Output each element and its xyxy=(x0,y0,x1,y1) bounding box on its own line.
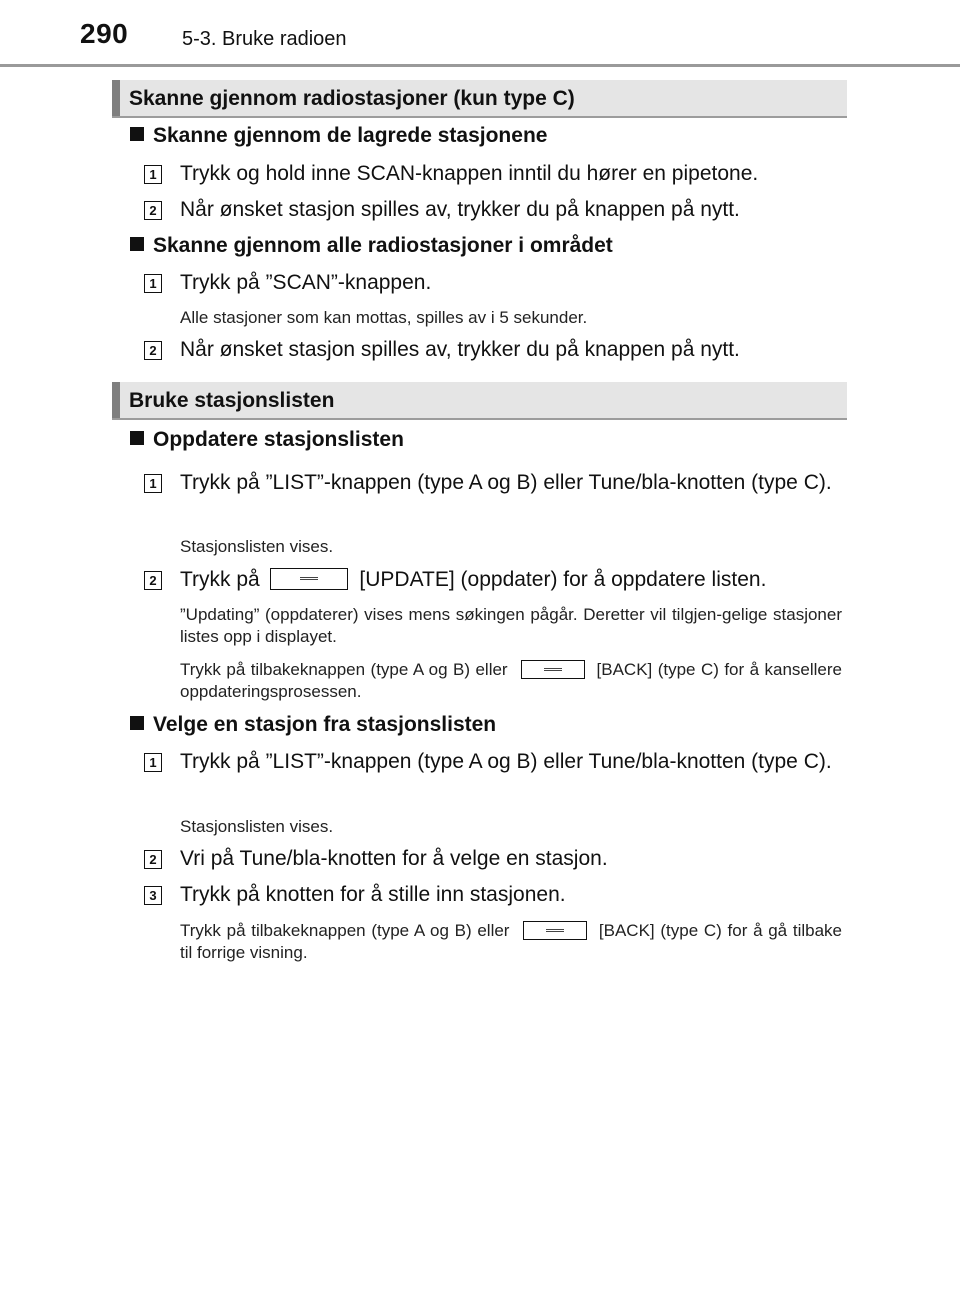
section-banner-scan xyxy=(112,80,847,118)
header-divider xyxy=(0,64,960,67)
step-text: Når ønsket stasjon spilles av, trykker du på knappen på nytt. xyxy=(180,338,740,361)
subheading-select-station xyxy=(130,713,496,737)
step-text: Trykk på ”LIST”-knappen (type A og B) eller Tune/bla-knotten (type C). xyxy=(180,471,832,494)
note-text-before: Trykk på tilbakeknappen (type A og B) eller xyxy=(180,921,510,940)
note-text-after: [BACK] (type C) for å gå tilbake til forrige visning. xyxy=(180,921,842,962)
step-note: Stasjonslisten vises. xyxy=(180,537,334,556)
step-number: 1 xyxy=(144,753,162,772)
step-number: 1 xyxy=(144,274,162,293)
banner-accent-bar xyxy=(112,80,120,116)
step-note: ”Updating” (oppdaterer) vises mens søkingen pågår. Deretter vil tilgjen-gelige stasjoner listes opp i displayet. xyxy=(180,605,842,646)
step-text-after: [UPDATE] (oppdater) for å oppdatere listen. xyxy=(359,568,767,591)
step-text: Trykk på ”LIST”-knappen (type A og B) eller Tune/bla-knotten (type C). xyxy=(180,750,832,773)
step-note: Stasjonslisten vises. xyxy=(180,817,334,836)
screen-button-icon xyxy=(521,660,585,679)
step-number: 1 xyxy=(144,474,162,493)
subheading-update-list xyxy=(130,428,404,452)
step-number: 2 xyxy=(144,850,162,869)
step-text: Vri på Tune/bla-knotten for å velge en stasjon. xyxy=(180,847,608,870)
step-number: 2 xyxy=(144,571,162,590)
step-note xyxy=(180,659,842,703)
step-text-before: Trykk på xyxy=(180,568,260,591)
step-number: 2 xyxy=(144,341,162,360)
square-bullet-icon xyxy=(130,237,144,251)
screen-button-icon xyxy=(270,568,348,590)
step-text: Når ønsket stasjon spilles av, trykker du på knappen på nytt. xyxy=(180,198,740,221)
subheading-scan-all xyxy=(130,234,613,258)
banner-title: Skanne gjennom radiostasjoner (kun type C) xyxy=(129,87,575,110)
step-note xyxy=(180,920,842,964)
subheading-text: Skanne gjennom alle radiostasjoner i området xyxy=(153,234,613,257)
banner-title: Bruke stasjonslisten xyxy=(129,389,335,412)
page-header xyxy=(0,0,960,70)
square-bullet-icon xyxy=(130,716,144,730)
note-text-before: Trykk på tilbakeknappen (type A og B) eller xyxy=(180,660,508,679)
step-number: 3 xyxy=(144,886,162,905)
square-bullet-icon xyxy=(130,431,144,445)
step-text xyxy=(180,565,842,595)
step-text: Trykk og hold inne SCAN-knappen inntil du hører en pipetone. xyxy=(180,162,759,185)
square-bullet-icon xyxy=(130,127,144,141)
step-number: 1 xyxy=(144,165,162,184)
subheading-text: Skanne gjennom de lagrede stasjonene xyxy=(153,124,548,147)
subheading-text: Oppdatere stasjonslisten xyxy=(153,428,404,451)
step-text: Trykk på knotten for å stille inn stasjonen. xyxy=(180,883,566,906)
step-note: Alle stasjoner som kan mottas, spilles av i 5 sekunder. xyxy=(180,308,588,327)
step-number: 2 xyxy=(144,201,162,220)
note-text-after: [BACK] (type C) for å kansellere oppdateringsprosessen. xyxy=(180,660,842,701)
section-title: 5-3. Bruke radioen xyxy=(182,28,347,50)
step-text: Trykk på ”SCAN”-knappen. xyxy=(180,271,432,294)
screen-button-icon xyxy=(523,921,587,940)
page-number: 290 xyxy=(80,18,129,49)
subheading-text: Velge en stasjon fra stasjonslisten xyxy=(153,713,497,736)
banner-accent-bar xyxy=(112,382,120,418)
section-banner-station-list xyxy=(112,382,847,420)
subheading-scan-saved xyxy=(130,124,547,148)
